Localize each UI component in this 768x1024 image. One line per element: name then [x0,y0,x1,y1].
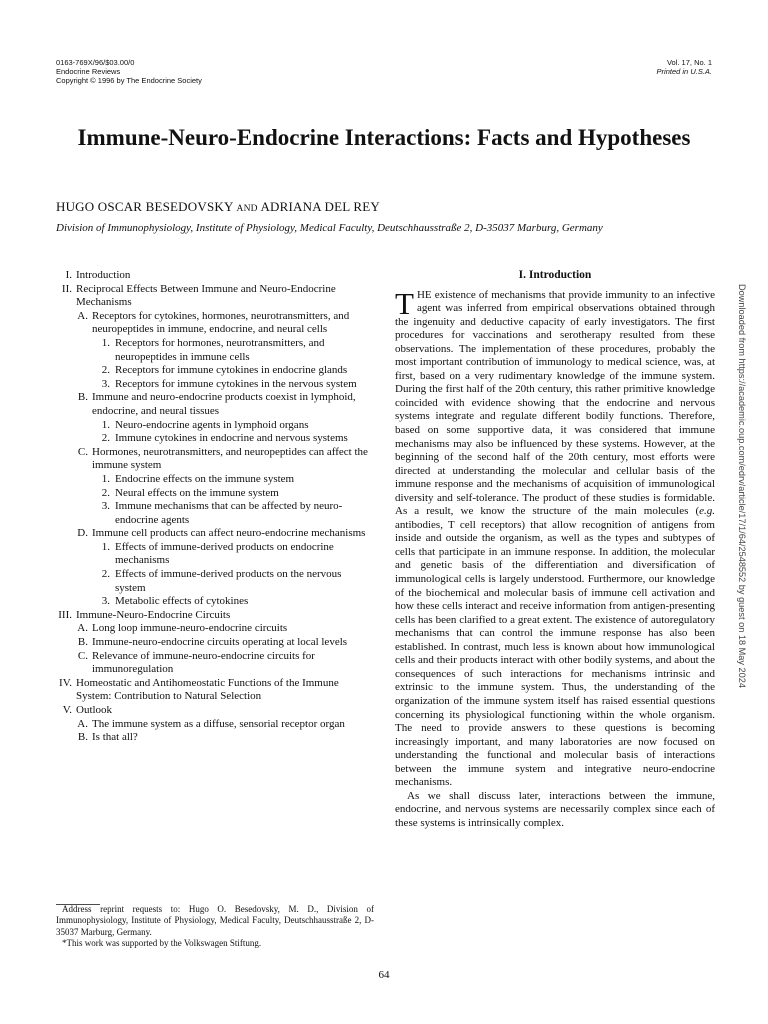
toc-entry-text: Effects of immune-derived products on the nervous system [115,568,342,594]
toc-entry [56,650,374,677]
toc-entry [56,622,374,636]
author-and: AND [236,204,258,214]
table-of-contents [56,269,374,745]
author-2: ADRIANA DEL REY [260,199,380,214]
authors [56,199,380,215]
toc-entry-text: Immune cell products can affect neuro-endocrine mechanisms [92,527,366,540]
toc-entry [56,364,374,378]
toc-entry-text: Receptors for cytokines, hormones, neurotransmitters, and neuropeptides in immune, endocrine, and neural cells [92,309,350,336]
toc-entry-text: Immune-neuro-endocrine circuits operating at local levels [92,636,348,649]
affiliation: Division of Immunophysiology, Institute of Physiology, Medical Faculty, Deutschhausstraße 2, D-35037 Marburg, Germany [56,222,603,234]
para1-tail: antibodies, T cell receptors) that allow recognition of antigens from inside and outside the organism, as well as the types and subtypes of cells that participate in an immune response. In addition, the molecular and genetic basis of the differentiation and diversification of immunological cells is largely understood. Furthermore, our knowledge of the biochemical and molecular basis of immune cell activation and how these cells interact and receive information from antigen-presenting cells has been clarified to a great extent. The existence of autoregulatory mechanisms that can control the immune response has also been established. In contrast, much less is known about how immunological cells and their products interact with other bodily systems, and about the consequences of such interactions for mechanisms intrinsic and extrinsic to the immune system. Thus, the understanding of the organization of the immune system itself has raised essential questions concerning its physiological functioning within the whole organism. The need to provide answers to these questions is becoming increasingly important, and many laboratories are now focused on understanding the functional and molecular basis of interactions between the immune system and integrative neuro-endocrine mechanisms. [395,518,715,789]
drop-cap: T [395,285,414,321]
footnote [56,904,374,949]
toc-entry [56,568,374,595]
toc-entry-number: 1. [101,540,110,553]
toc-entry-text: Receptors for hormones, neurotransmitters, and neuropeptides in immune cells [115,336,325,363]
toc-entry-text: Homeostatic and Antihomeostatic Functions of the Immune System: Contribution to Natural Selection [76,676,339,703]
printed-in: Printed in U.S.A. [656,67,712,76]
section-heading: I. Introduction [518,269,592,281]
volume-info [657,58,712,76]
toc-entry-number: I. [65,269,72,281]
toc-entry-number: IV. [59,676,72,689]
toc-entry-number: 2. [101,486,110,499]
toc-entry-text: Immune and neuro-endocrine products coexist in lymphoid, endocrine, and neural tissues [92,391,356,417]
article-title: Immune-Neuro-Endocrine Interactions: Facts and Hypotheses [77,125,691,150]
toc-entry [56,310,374,337]
eg-abbrev: e.g. [699,505,715,518]
journal-name: Endocrine Reviews [56,67,121,76]
toc-entry [56,487,374,501]
toc-entry-number: A. [77,717,88,730]
toc-entry-text: Immune cytokines in endocrine and nervous systems [115,432,348,445]
toc-entry-text: Immune mechanisms that can be affected by neuro-endocrine agents [115,500,343,526]
toc-entry-number: 1. [101,472,110,485]
toc-entry [56,500,374,527]
toc-entry [56,704,374,718]
intro-paragraph-1 [395,285,715,790]
toc-entry-text: Neural effects on the immune system [115,486,279,499]
toc-entry-text: Is that all? [92,731,138,744]
volume: Vol. 17, No. 1 [666,58,712,67]
toc-entry [56,269,374,283]
toc-entry [56,527,374,541]
toc-entry [56,636,374,650]
toc-entry-number: A. [77,309,88,322]
toc-entry-number: 1. [101,336,110,349]
toc-entry [56,473,374,487]
toc-entry [56,337,374,364]
toc-entry-number: 2. [101,568,110,581]
toc-entry [56,731,374,745]
intro-paragraph-2: As we shall discuss later, interactions between the immune, endocrine, and nervous systems are necessarily complex since each of these systems is intrinsically complex. [395,789,715,829]
copyright: Copyright © 1996 by The Endocrine Society [56,76,202,85]
toc-entry [56,419,374,433]
toc-entry [56,718,374,732]
toc-entry-text: Receptors for immune cytokines in endocrine glands [115,364,348,377]
journal-code: 0163-769X/96/$03.00/0 [56,58,135,67]
reprint-request: Address reprint requests to: Hugo O. Besedovsky, M. D., Division of Immunophysiology, Institute of Physiology, Medical Faculty, Deutschhausstraße 2, D-35037 Marburg, Germany. [56,904,374,937]
toc-entry-number: B. [77,391,88,404]
toc-entry-text: Endocrine effects on the immune system [115,472,295,485]
toc-entry-text: Relevance of immune-neuro-endocrine circuits for immunoregulation [92,649,315,676]
funding-note: *This work was supported by the Volkswagen Stiftung. [62,937,262,948]
toc-entry [56,283,374,310]
toc-entry-number: C. [77,649,88,662]
toc-entry-number: B. [77,731,88,744]
toc-entry-text: Hormones, neurotransmitters, and neuropeptides can affect the immune system [92,445,368,472]
toc-entry-number: A. [77,622,88,635]
toc-entry [56,609,374,623]
toc-entry-number: 3. [101,377,110,390]
toc-entry-text: Receptors for immune cytokines in the nervous system [115,377,357,390]
toc-entry [56,378,374,392]
author-1: HUGO OSCAR BESEDOVSKY [56,199,234,214]
toc-entry-text: Introduction [76,269,131,281]
toc-entry-number: B. [77,636,88,649]
download-watermark: Downloaded from https://academic.oup.com/edrv/article/17/1/64/2548552 by guest on 18 May 2024 [737,284,747,688]
toc-entry-number: D. [77,527,88,540]
toc-entry-number: 2. [101,432,110,445]
toc-entry-number: III. [58,608,72,621]
toc-entry-text: Reciprocal Effects Between Immune and Neuro-Endocrine Mechanisms [76,282,336,309]
toc-entry-text: Immune-Neuro-Endocrine Circuits [76,608,231,621]
footnote-rule [56,904,100,906]
toc-entry-number: V. [62,704,72,716]
toc-entry [56,595,374,609]
introduction-section [395,269,715,830]
toc-entry [56,541,374,568]
toc-entry-text: Neuro-endocrine agents in lymphoid organs [115,418,309,431]
toc-entry-text: The immune system as a diffuse, sensorial receptor organ [92,717,345,730]
toc-entry-text: Metabolic effects of cytokines [115,595,249,608]
toc-entry-number: 3. [101,595,110,608]
toc-entry [56,432,374,446]
page-number: 64 [378,969,390,981]
toc-entry-number: 3. [101,500,110,513]
toc-entry [56,446,374,473]
toc-entry-number: 1. [101,418,110,431]
toc-entry [56,677,374,704]
toc-entry-number: II. [61,282,72,295]
toc-entry-number: C. [77,445,88,458]
toc-entry-text: Long loop immune-neuro-endocrine circuits [92,622,288,635]
para1-text: HE existence of mechanisms that provide immunity to an infective agent was inferred from empirical observations obtained through the ingenuity and deductive capacity of early investigators. The first procedures for vaccinations and serotherapy resulted from these observations. The implementation of these procedures, probably the most important contribution of immunology to medical science, was, at first, based on a very rudimentary knowledge of the immune system. During the first half of the 20th century, this rather primitive knowledge coincided with evidence showing that the endocrine and nervous systems integrate and regulate different bodily functions. Therefore, based on some supportive data, it was considered that immune mechanisms may also be influenced by these systems. However, at the beginning of the second half of the 20th century, most efforts were directed at understanding the molecular and cellular basis of the immune response and the mechanisms of acquisition of immunological diversity and self-tolerance. The product of these studies is formidable. As a result, we know the structure of the main molecules ( [395,288,715,518]
journal-info [56,58,202,85]
toc-entry-text: Outlook [76,704,113,716]
toc-entry-text: Effects of immune-derived products on endocrine mechanisms [115,540,334,567]
toc-entry-number: 2. [101,364,110,377]
toc-entry [56,391,374,418]
